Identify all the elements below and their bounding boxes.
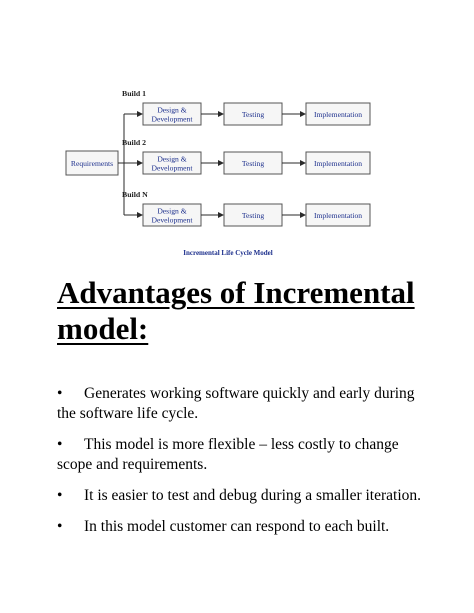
build-label: Build 2 <box>122 138 147 147</box>
build-label: Build N <box>122 190 148 199</box>
list-item <box>57 517 437 537</box>
stage-label: Testing <box>241 211 265 220</box>
list-item <box>57 384 437 424</box>
stage-label: Implementation <box>313 211 363 220</box>
stage-label: Design & <box>157 105 187 115</box>
bullet-text: Generates working software quickly and early during the software life cycle. <box>57 385 415 422</box>
stage-label: Testing <box>241 159 265 168</box>
stage-label: Design & <box>157 154 187 164</box>
stage-label: Development <box>151 114 193 124</box>
heading-line-2: model: <box>57 311 149 346</box>
incremental-life-cycle-diagram <box>0 0 474 270</box>
bullet-mark: • <box>57 385 63 402</box>
build-label: Build 1 <box>122 89 147 98</box>
heading-line-1: Advantages of Incremental <box>57 275 415 310</box>
stage-label: Implementation <box>313 110 363 119</box>
bullet-mark: • <box>57 436 63 453</box>
list-item <box>57 486 437 506</box>
bullet-text: This model is more flexible – less costly to change scope and requirements. <box>57 436 399 473</box>
diagram-caption: Incremental Life Cycle Model <box>183 249 273 257</box>
bullet-mark: • <box>57 518 63 535</box>
bullet-text: In this model customer can respond to each built. <box>84 518 390 535</box>
stage-label: Development <box>151 215 193 225</box>
stage-label: Development <box>151 163 193 173</box>
stage-label: Design & <box>157 206 187 216</box>
stage-label: Testing <box>241 110 265 119</box>
requirements-label: Requirements <box>70 159 114 168</box>
bullet-mark: • <box>57 487 63 504</box>
advantages-list <box>57 384 437 548</box>
list-item <box>57 435 437 475</box>
bullet-text: It is easier to test and debug during a smaller iteration. <box>84 487 422 504</box>
stage-label: Implementation <box>313 159 363 168</box>
section-heading <box>57 275 457 347</box>
